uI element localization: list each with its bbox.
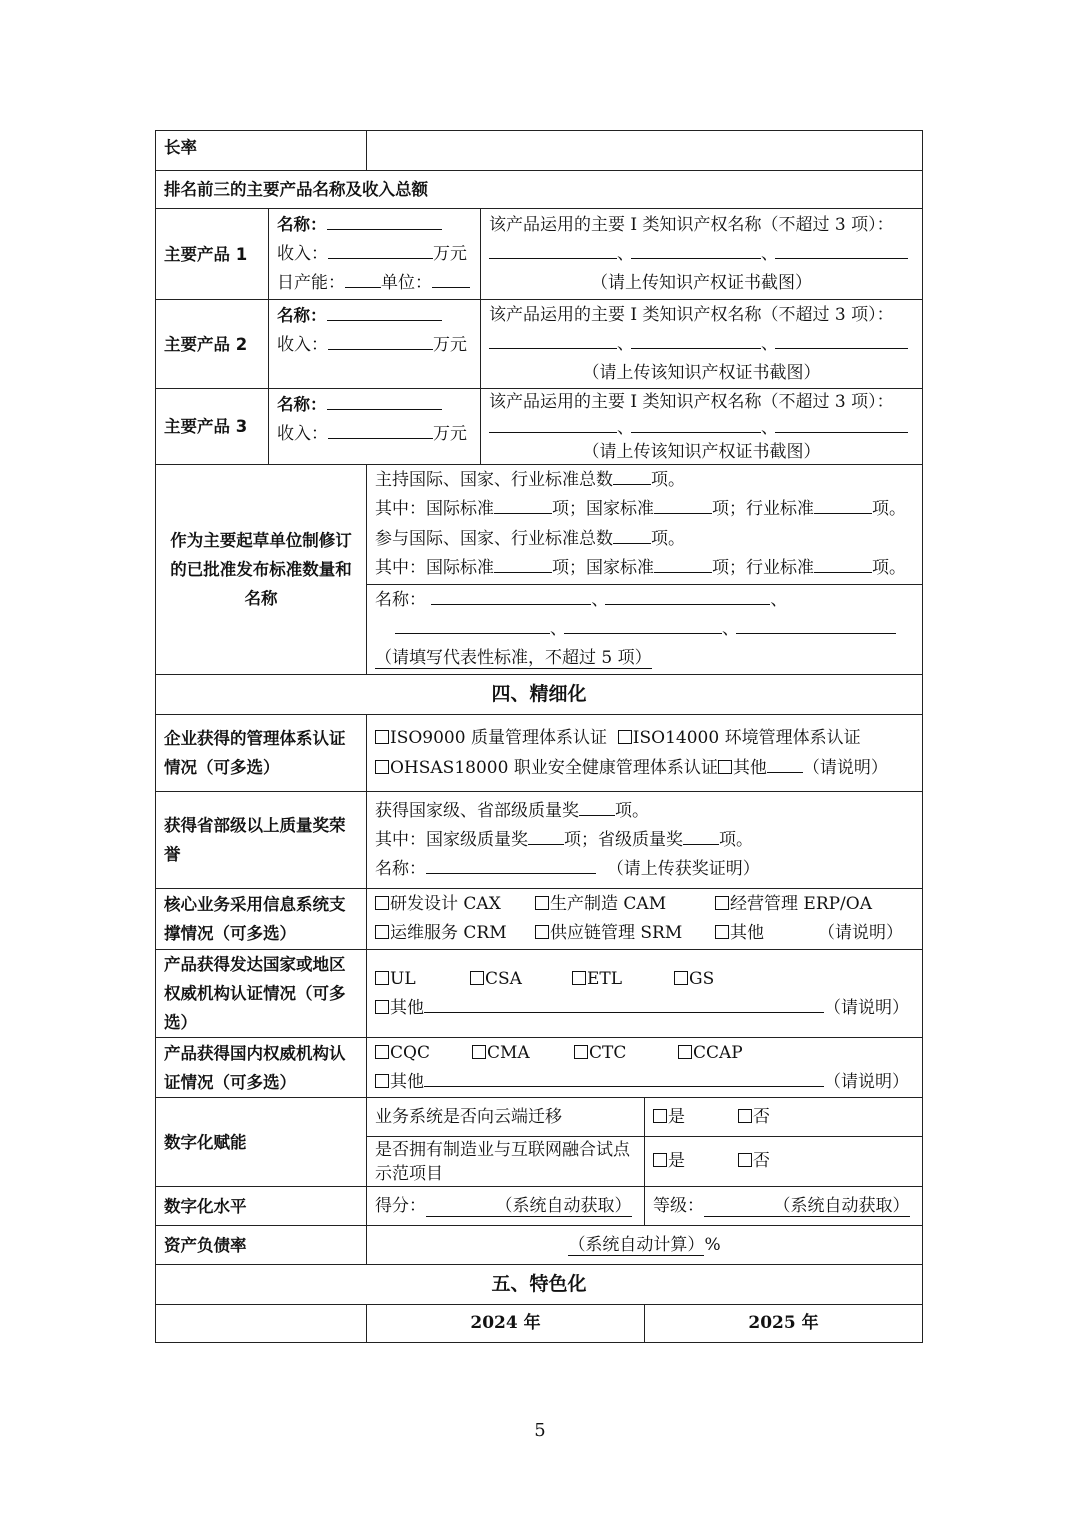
- debt-ratio-row: [156, 1226, 923, 1265]
- grade-value[interactable]: （系统自动获取）: [704, 1196, 910, 1217]
- host-standards-item: 项。: [651, 469, 685, 490]
- product-1-name-field[interactable]: [327, 211, 442, 230]
- product-2-income-unit: 万元: [433, 335, 467, 355]
- standard-name-field-1[interactable]: [431, 586, 591, 605]
- cax-label: 研发设计 CAX: [390, 894, 501, 914]
- grade-label: 等级：: [653, 1195, 704, 1216]
- digital-label: 数字化赋能: [156, 1098, 367, 1187]
- product-1-row: 主要产品 1 名称： 收入： 万元 日产能： 单位： 该产品运用的主要 I 类知识产权名称（不超过 3 项）： 、 、 （请上传知识产权证书截图）: [156, 209, 923, 300]
- product-1-ip-note: （请上传知识产权证书截图）: [591, 272, 813, 293]
- standard-name-field-5[interactable]: [736, 615, 896, 634]
- product-1-income-label: 收入：: [277, 243, 328, 264]
- product-2-ip-field-1[interactable]: [489, 330, 617, 349]
- cqc-checkbox[interactable]: [375, 1045, 389, 1059]
- years-header-row: [156, 1305, 923, 1343]
- cma-checkbox[interactable]: [472, 1045, 486, 1059]
- standards-names-row: 名称： 、 、 、 、 （请填写代表性标准，不超过 5 项）: [156, 585, 923, 675]
- etl-checkbox[interactable]: [572, 971, 586, 985]
- product-2-income-field[interactable]: [328, 331, 433, 350]
- ohsas-checkbox[interactable]: [375, 760, 389, 774]
- mgmt-other-field[interactable]: [767, 754, 803, 773]
- product-3-income-field[interactable]: [328, 420, 433, 439]
- ul-label: UL: [390, 968, 416, 989]
- debt-ratio-pct: %: [704, 1234, 721, 1255]
- digital-cloud-row: [156, 1098, 923, 1137]
- section-4-title: 四、精细化: [156, 675, 923, 715]
- join-standards-item: 项。: [651, 528, 685, 549]
- quality-note: （请上传获奖证明）: [606, 858, 760, 879]
- application-form-table: [155, 130, 923, 1343]
- page-number: 5: [534, 1420, 546, 1441]
- product-3-ip-field-1[interactable]: [489, 414, 617, 433]
- quality-name-field[interactable]: [426, 855, 596, 874]
- standards-label: 作为主要起草单位制修订的已批准发布标准数量和名称: [156, 465, 367, 675]
- mgmt-explain: （请说明）: [802, 758, 888, 778]
- product-1-label: 主要产品 1: [156, 209, 269, 300]
- ul-checkbox[interactable]: [375, 971, 389, 985]
- year-2025: 2025 年: [645, 1305, 923, 1343]
- host-industry-item: 项。: [872, 499, 906, 519]
- join-standards-text: 参与国际、国家、行业标准总数: [375, 528, 613, 549]
- join-standards-total-field[interactable]: [613, 525, 651, 544]
- product-2-ip-field-2[interactable]: [631, 330, 761, 349]
- dom-explain: （请说明）: [824, 1071, 909, 1092]
- host-national-label: 国家标准: [586, 499, 654, 519]
- host-intl-label: 其中：国际标准: [375, 499, 494, 519]
- quality-national-label: 其中：国家级质量奖: [375, 829, 528, 850]
- pilot-no-checkbox[interactable]: [738, 1153, 752, 1167]
- section-5-title: 五、特色化: [156, 1265, 923, 1305]
- crm-checkbox[interactable]: [375, 925, 389, 939]
- product-3-ip-title: 该产品运用的主要 I 类知识产权名称（不超过 3 项）：: [489, 391, 894, 412]
- product-1-ip-title: 该产品运用的主要 I 类知识产权名称（不超过 3 项）：: [489, 214, 894, 235]
- cqc-label: CQC: [390, 1042, 430, 1063]
- iso9000-label: ISO9000 质量管理体系认证: [390, 728, 607, 748]
- product-2-name-label: 名称：: [277, 306, 327, 325]
- quality-provincial-field[interactable]: [683, 826, 719, 845]
- iso14000-label: ISO14000 环境管理体系认证: [632, 728, 861, 748]
- standards-name-label: 名称：: [375, 590, 426, 610]
- mgmt-other-checkbox[interactable]: [718, 760, 732, 774]
- product-3-name-field[interactable]: [327, 391, 442, 410]
- cloud-no-checkbox[interactable]: [738, 1109, 752, 1123]
- join-industry-field[interactable]: [814, 554, 872, 573]
- intl-other-field[interactable]: [424, 994, 824, 1013]
- host-intl-item: 项；: [552, 499, 586, 519]
- product-1-ip-field-2[interactable]: [631, 240, 761, 259]
- product-1-unit-field[interactable]: [432, 269, 470, 288]
- it-other-checkbox[interactable]: [715, 925, 729, 939]
- intl-explain: （请说明）: [824, 997, 909, 1018]
- standard-name-field-4[interactable]: [564, 615, 722, 634]
- product-1-income-field[interactable]: [328, 240, 433, 259]
- join-industry-label: 行业标准: [746, 558, 814, 578]
- digital-level-row: [156, 1187, 923, 1226]
- product-3-name-label: 名称：: [277, 395, 327, 414]
- ctc-label: CTC: [589, 1042, 627, 1063]
- standard-name-field-2[interactable]: [605, 586, 770, 605]
- product-2-income-label: 收入：: [277, 335, 328, 355]
- host-national-item: 项；: [712, 499, 746, 519]
- mgmt-cert-row: [156, 715, 923, 792]
- product-1-ip-field-1[interactable]: [489, 240, 617, 259]
- product-1-income-unit: 万元: [433, 243, 467, 264]
- growth-rate-value[interactable]: [367, 131, 923, 171]
- product-3-row: 主要产品 3 名称： 收入： 万元 该产品运用的主要 I 类知识产权名称（不超过 3 项）： 、 、 （请上传该知识产权证书截图）: [156, 389, 923, 465]
- cloud-question: 业务系统是否向云端迁移: [367, 1098, 645, 1137]
- host-industry-label: 行业标准: [746, 499, 814, 519]
- join-intl-field[interactable]: [494, 554, 552, 573]
- host-industry-field[interactable]: [814, 495, 872, 514]
- pilot-question: 是否拥有制造业与互联网融合试点示范项目: [367, 1137, 645, 1187]
- debt-ratio-value[interactable]: （系统自动计算）: [568, 1234, 705, 1255]
- product-3-ip-field-2[interactable]: [631, 414, 761, 433]
- product-1-unit-label: 单位：: [381, 272, 432, 293]
- dom-cert-label: 产品获得国内权威机构认证情况（可多选）: [156, 1038, 367, 1098]
- cam-label: 生产制造 CAM: [550, 894, 667, 914]
- cam-checkbox[interactable]: [535, 896, 549, 910]
- quality-award-label: 获得省部级以上质量奖荣誉: [156, 792, 367, 889]
- pilot-no-label: 否: [753, 1151, 770, 1171]
- ccap-label: CCAP: [693, 1042, 743, 1063]
- score-value[interactable]: （系统自动获取）: [426, 1196, 632, 1217]
- it-systems-row: [156, 889, 923, 950]
- intl-cert-row: [156, 950, 923, 1038]
- year-2024: 2024 年: [367, 1305, 645, 1343]
- ctc-checkbox[interactable]: [574, 1045, 588, 1059]
- intl-cert-label: 产品获得发达国家或地区权威机构认证情况（可多选）: [156, 950, 367, 1038]
- ohsas-label: OHSAS18000 职业安全健康管理体系认证: [390, 758, 718, 778]
- cma-label: CMA: [487, 1042, 530, 1063]
- iso9000-checkbox[interactable]: [375, 730, 389, 744]
- pilot-yes-checkbox[interactable]: [653, 1153, 667, 1167]
- product-3-ip-field-3[interactable]: [775, 414, 908, 433]
- dom-other-checkbox[interactable]: [375, 1074, 389, 1088]
- gs-checkbox[interactable]: [674, 971, 688, 985]
- it-other-label: 其他: [730, 923, 764, 943]
- product-3-ip-note: （请上传该知识产权证书截图）: [582, 441, 821, 462]
- join-national-item: 项；: [712, 558, 746, 578]
- growth-rate-label: 长率: [156, 131, 367, 171]
- csa-checkbox[interactable]: [470, 971, 484, 985]
- product-1-name-label: 名称：: [277, 214, 327, 234]
- product-2-ip-field-3[interactable]: [775, 330, 908, 349]
- etl-label: ETL: [587, 968, 623, 989]
- it-systems-label: 核心业务采用信息系统支撑情况（可多选）: [156, 889, 367, 950]
- it-explain: （请说明）: [818, 923, 903, 943]
- join-national-label: 国家标准: [586, 558, 654, 578]
- quality-total-text: 获得国家级、省部级质量奖: [375, 800, 579, 821]
- product-1-capacity-label: 日产能：: [277, 272, 345, 293]
- csa-label: CSA: [485, 968, 522, 989]
- product-2-row: 主要产品 2 名称： 收入： 万元 该产品运用的主要 I 类知识产权名称（不超过 3 项）： 、 、 （请上传该知识产权证书截图）: [156, 300, 923, 389]
- srm-checkbox[interactable]: [535, 925, 549, 939]
- erp-label: 经营管理 ERP/OA: [730, 894, 872, 914]
- join-intl-label: 其中：国际标准: [375, 558, 494, 578]
- product-2-ip-note: （请上传该知识产权证书截图）: [582, 362, 821, 383]
- standard-name-field-3[interactable]: [395, 615, 550, 634]
- quality-national-field[interactable]: [528, 826, 564, 845]
- product-1-ip-field-3[interactable]: [775, 240, 908, 259]
- dom-other-label: 其他: [390, 1071, 424, 1092]
- product-3-income-unit: 万元: [433, 424, 467, 444]
- host-intl-field[interactable]: [494, 495, 552, 514]
- product-2-name-field[interactable]: [327, 302, 442, 321]
- top3-products-title: 排名前三的主要产品名称及收入总额: [156, 171, 923, 209]
- dom-other-field[interactable]: [424, 1068, 824, 1087]
- product-1-capacity-field[interactable]: [345, 269, 381, 288]
- product-3-income-label: 收入：: [277, 424, 328, 444]
- quality-provincial-label: 项；省级质量奖: [564, 829, 683, 850]
- quality-name-label: 名称：: [375, 858, 426, 879]
- digital-level-label: 数字化水平: [156, 1187, 367, 1226]
- quality-provincial-item: 项。: [719, 829, 753, 850]
- host-standards-text: 主持国际、国家、行业标准总数: [375, 469, 613, 490]
- crm-label: 运维服务 CRM: [390, 923, 507, 943]
- join-intl-item: 项；: [552, 558, 586, 578]
- intl-other-label: 其他: [390, 997, 424, 1018]
- erp-checkbox[interactable]: [715, 896, 729, 910]
- srm-label: 供应链管理 SRM: [550, 923, 683, 943]
- host-standards-total-field[interactable]: [613, 466, 651, 485]
- ccap-checkbox[interactable]: [678, 1045, 692, 1059]
- quality-total-item: 项。: [615, 800, 649, 821]
- cloud-no-label: 否: [753, 1106, 770, 1127]
- years-header-blank: [156, 1305, 367, 1343]
- product-2-ip-title: 该产品运用的主要 I 类知识产权名称（不超过 3 项）：: [489, 304, 894, 325]
- standards-row: [156, 465, 923, 585]
- mgmt-cert-label: 企业获得的管理体系认证情况（可多选）: [156, 715, 367, 792]
- standards-note: （请填写代表性标准，不超过 5 项）: [375, 648, 652, 668]
- intl-other-checkbox[interactable]: [375, 1000, 389, 1014]
- gs-label: GS: [689, 968, 715, 989]
- cloud-yes-checkbox[interactable]: [653, 1109, 667, 1123]
- product-3-label: 主要产品 3: [156, 389, 269, 465]
- pilot-yes-label: 是: [668, 1151, 685, 1171]
- score-label: 得分：: [375, 1195, 426, 1216]
- product-2-label: 主要产品 2: [156, 300, 269, 389]
- quality-total-field[interactable]: [579, 797, 615, 816]
- mgmt-other-label: 其他: [732, 758, 767, 778]
- host-national-field[interactable]: [654, 495, 712, 514]
- debt-ratio-label: 资产负债率: [156, 1226, 367, 1265]
- quality-award-row: [156, 792, 923, 889]
- join-industry-item: 项。: [872, 558, 906, 578]
- dom-cert-row: [156, 1038, 923, 1098]
- cax-checkbox[interactable]: [375, 896, 389, 910]
- growth-rate-row: [156, 131, 923, 171]
- cloud-yes-label: 是: [668, 1106, 685, 1127]
- join-national-field[interactable]: [654, 554, 712, 573]
- iso14000-checkbox[interactable]: [618, 730, 632, 744]
